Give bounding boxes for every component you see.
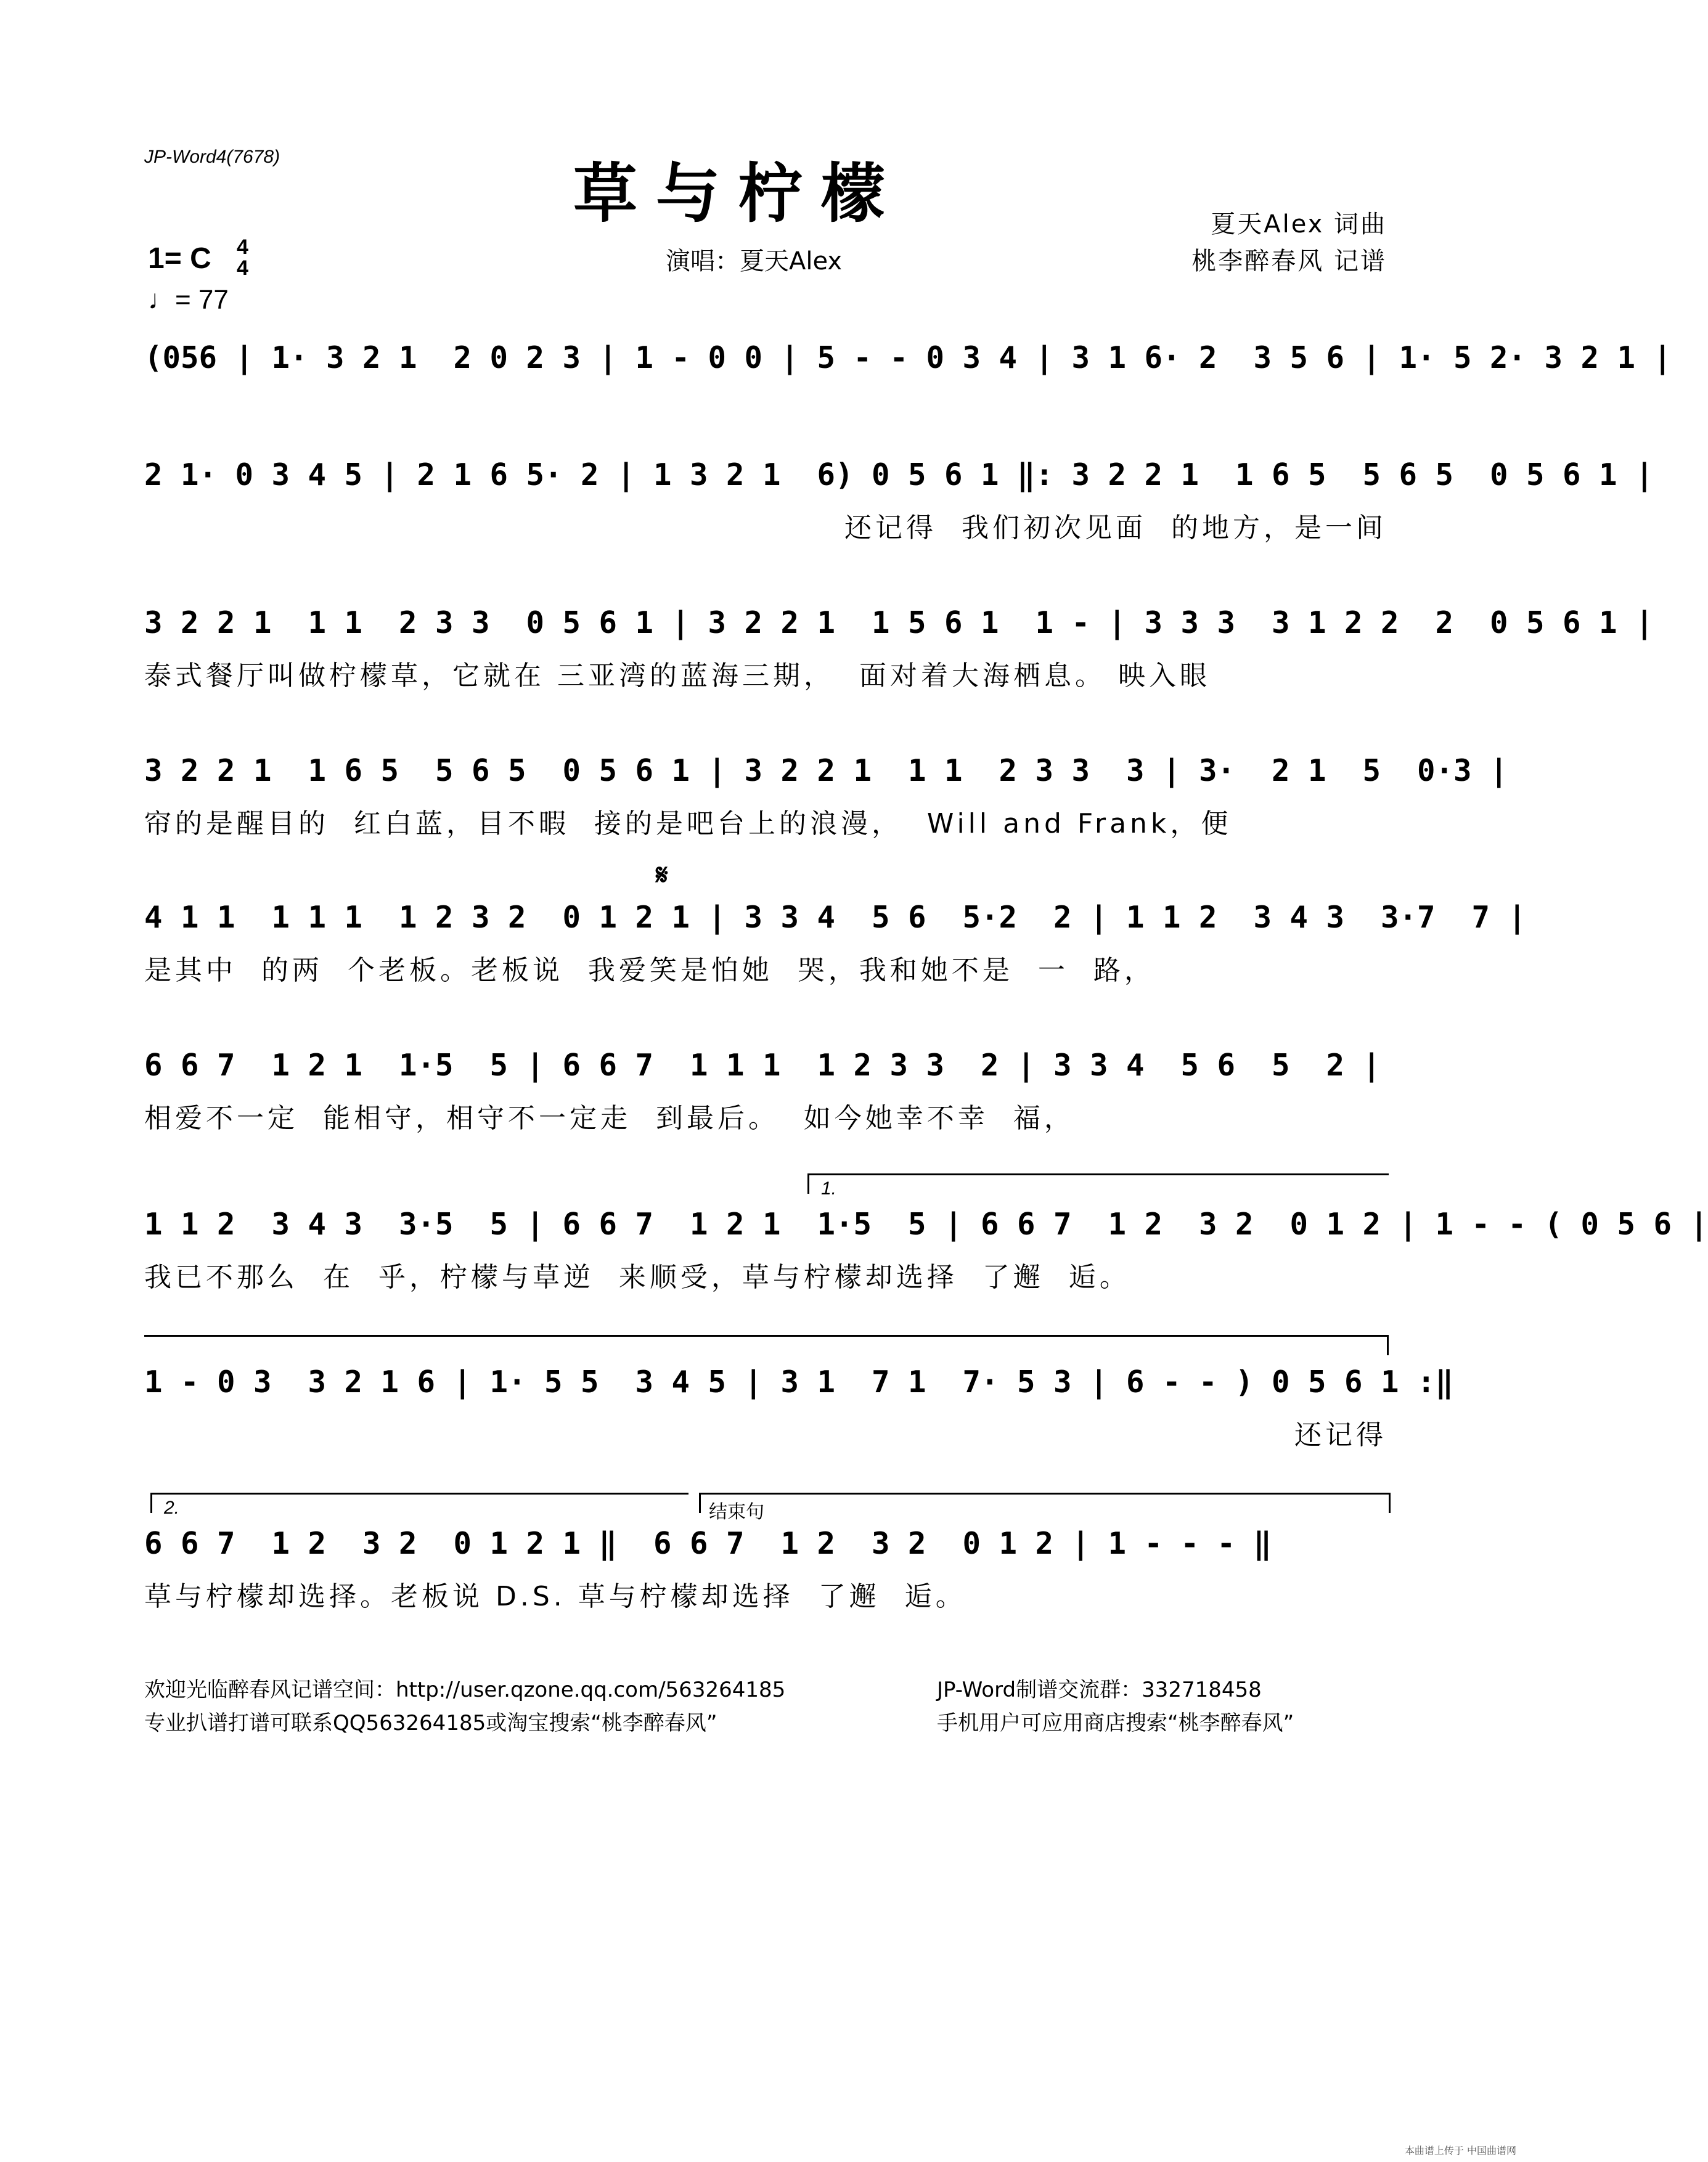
lyrics-line: 泰式餐厅叫做柠檬草，它就在 三亚湾的蓝海三期， 面对着大海栖息。 映入眼 bbox=[144, 660, 1211, 691]
volta-bracket-continued bbox=[144, 1335, 1389, 1355]
composer-credit: 夏天Alex 词曲 bbox=[1211, 210, 1387, 239]
notation-line: 4 1 1 1 1 1 1 2 3 2 0 1 2 1 | 3 3 4 5 6 5·2 2 | 1 1 2 3 4 3 3·7 7 | bbox=[144, 900, 1527, 935]
footer-contact: 专业扒谱打谱可联系QQ563264185或淘宝搜索“桃李醉春风” bbox=[144, 1711, 717, 1736]
notation-line: 2 1· 0 3 4 5 | 2 1 6 5· 2 | 1 3 2 1 6) 0 5 6 1 ‖: 3 2 2 1 1 6 5 5 6 5 0 5 6 1 | bbox=[144, 457, 1654, 492]
notation-line: 3 2 2 1 1 6 5 5 6 5 0 5 6 1 | 3 2 2 1 1 1 2 3 3 3 | 3· 2 1 5 0·3 | bbox=[144, 753, 1508, 788]
lyrics-line: 还记得 bbox=[1294, 1419, 1387, 1451]
notation-line: 1 1 2 3 4 3 3·5 5 | 6 6 7 1 2 1 1·5 5 | 6 6 7 1 2 3 2 0 1 2 | 1 - - ( 0 5 6 | bbox=[144, 1207, 1708, 1242]
footer-website: 欢迎光临醉春风记谱空间：http://user.qzone.qq.com/563264185 bbox=[144, 1678, 786, 1702]
notation-line: 3 2 2 1 1 1 2 3 3 0 5 6 1 | 3 2 2 1 1 5 6 1 1 - | 3 3 3 3 1 2 2 2 0 5 6 1 | bbox=[144, 605, 1654, 640]
footer-mobile: 手机用户可应用商店搜索“桃李醉春风” bbox=[937, 1711, 1294, 1736]
volta-label-first: 1. bbox=[821, 1178, 837, 1199]
volta-label-second: 2. bbox=[164, 1498, 180, 1518]
notation-line: 1 - 0 3 3 2 1 6 | 1· 5 5 3 4 5 | 3 1 7 1 7· 5 3 | 6 - - ) 0 5 6 1 :‖ bbox=[144, 1365, 1454, 1400]
time-signature bbox=[237, 237, 248, 279]
footer-group: JP-Word制谱交流群：332718458 bbox=[937, 1678, 1262, 1702]
singer: 演唱：夏天Alex bbox=[666, 247, 843, 275]
notation-line: 6 6 7 1 2 3 2 0 1 2 1 ‖ 6 6 7 1 2 3 2 0 1 2 | 1 - - - ‖ bbox=[144, 1526, 1272, 1561]
ending-label: 结束句 bbox=[709, 1501, 764, 1523]
lyrics-line: 相爱不一定 能相守，相守不一定走 到最后。 如今她幸不幸 福， bbox=[144, 1103, 1075, 1134]
lyrics-line: 是其中 的两 个老板。老板说 我爱笑是怕她 哭，我和她不是 一 路， bbox=[144, 955, 1155, 986]
software-label: JP-Word4(7678) bbox=[144, 147, 280, 167]
time-bottom: 4 bbox=[237, 256, 248, 280]
transcriber-credit: 桃李醉春风 记谱 bbox=[1191, 247, 1387, 275]
song-title: 草与柠檬 bbox=[573, 156, 904, 231]
notation-line: 6 6 7 1 2 1 1·5 5 | 6 6 7 1 1 1 1 2 3 3 2 | 3 3 4 5 6 5 2 | bbox=[144, 1048, 1381, 1083]
segno-sign: 𝄋 bbox=[656, 858, 668, 891]
lyrics-line: 帘的是醒目的 红白蓝，目不暇 接的是吧台上的浪漫， Will and Frank，便 bbox=[144, 808, 1232, 839]
key-signature: 1= C bbox=[148, 242, 211, 275]
lyrics-line: 还记得 我们初次见面 的地方，是一间 bbox=[844, 512, 1387, 544]
tempo-mark: ♩= 77 bbox=[148, 285, 229, 315]
site-badge: 本曲谱上传于 中国曲谱网 bbox=[1404, 2145, 1516, 2156]
volta-bracket-first bbox=[807, 1173, 1389, 1194]
notation-line: (056 | 1· 3 2 1 2 0 2 3 | 1 - 0 0 | 5 - - 0 3 4 | 3 1 6· 2 3 5 6 | 1· 5 2· 3 2 1 | bbox=[144, 340, 1672, 375]
lyrics-line: 我已不那么 在 乎，柠檬与草逆 来顺受，草与柠檬却选择 了邂 逅。 bbox=[144, 1262, 1130, 1293]
ending-bracket bbox=[699, 1493, 1391, 1513]
volta-bracket-second bbox=[150, 1493, 689, 1513]
time-top: 4 bbox=[237, 235, 248, 259]
lyrics-line: 草与柠檬却选择。老板说 D.S. 草与柠檬却选择 了邂 逅。 bbox=[144, 1581, 966, 1612]
